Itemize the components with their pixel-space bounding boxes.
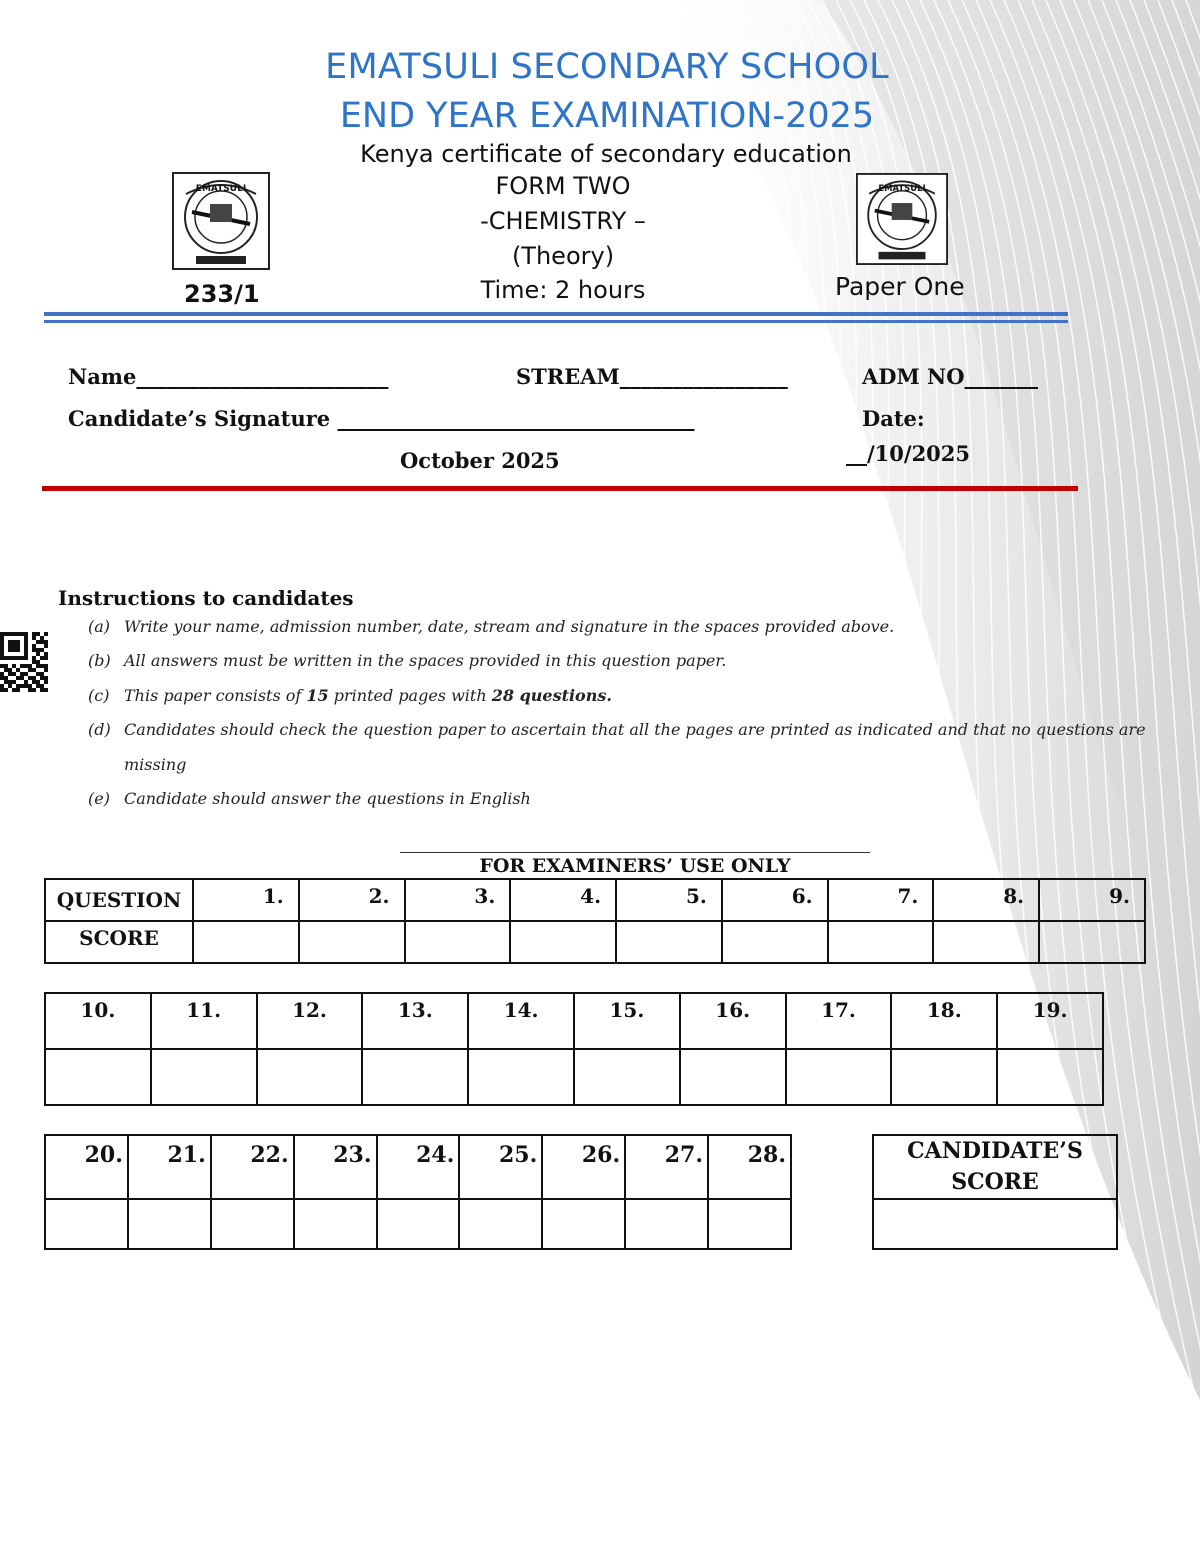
qr-module (24, 644, 28, 648)
instruction-e (88, 789, 531, 809)
score-cell[interactable] (45, 1049, 151, 1105)
question-count: 28 questions. (491, 686, 612, 705)
qr-module (36, 648, 40, 652)
date-field[interactable]: __/10/2025 (846, 441, 971, 466)
question-number-cell: 19. (997, 993, 1103, 1049)
qr-module (8, 668, 12, 672)
question-number-cell: 6. (722, 879, 828, 921)
score-cell[interactable] (542, 1199, 625, 1249)
qr-module (32, 680, 36, 684)
qr-module (12, 640, 16, 644)
qr-module (40, 672, 44, 676)
qr-module (40, 688, 44, 692)
question-number-cell: 25. (459, 1135, 542, 1199)
qr-module (44, 668, 48, 672)
qr-module (12, 672, 16, 676)
qr-module (16, 668, 20, 672)
score-table-1 (44, 878, 1146, 964)
qr-module (0, 652, 4, 656)
instruction-text: Candidate should answer the questions in English (124, 789, 531, 808)
qr-module (36, 632, 40, 636)
score-row-label: SCORE (45, 921, 193, 963)
score-cell[interactable] (1039, 921, 1145, 963)
form-level: FORM TWO (495, 172, 631, 200)
score-cell[interactable] (294, 1199, 377, 1249)
qr-module (44, 640, 48, 644)
qr-module (8, 632, 12, 636)
qr-module (36, 684, 40, 688)
qr-module (44, 652, 48, 656)
qr-module (28, 684, 32, 688)
instruction-label: (b) (88, 651, 111, 670)
qr-module (32, 656, 36, 660)
qr-module (28, 664, 32, 668)
stream-field[interactable]: STREAM________________ (516, 364, 788, 389)
question-number-cell: 21. (128, 1135, 211, 1199)
instruction-label: (e) (88, 789, 110, 808)
score-cell[interactable] (722, 921, 828, 963)
paper-code: 233/1 (184, 280, 260, 308)
qr-module (12, 648, 16, 652)
candidate-score-label: CANDIDATE’S SCORE (873, 1135, 1117, 1199)
score-cell[interactable] (45, 1199, 128, 1249)
qr-module (0, 676, 4, 680)
qr-module (32, 676, 36, 680)
instruction-label: (a) (88, 617, 111, 636)
question-number-cell: 24. (377, 1135, 460, 1199)
score-cell[interactable] (211, 1199, 294, 1249)
question-number-cell: 16. (680, 993, 786, 1049)
qr-module (44, 644, 48, 648)
qr-module (40, 636, 44, 640)
qr-module (36, 680, 40, 684)
score-cell[interactable] (405, 921, 511, 963)
header-rule-red (42, 486, 1078, 491)
qr-module (12, 656, 16, 660)
page-count: 15 (306, 686, 329, 705)
instruction-text: All answers must be written in the spaces provided in this question paper. (124, 651, 727, 670)
score-cell[interactable] (459, 1199, 542, 1249)
qr-module (20, 664, 24, 668)
question-number-cell: 22. (211, 1135, 294, 1199)
question-number-cell: 3. (405, 879, 511, 921)
question-number-cell: 7. (828, 879, 934, 921)
score-cell[interactable] (151, 1049, 257, 1105)
question-number-cell: 9. (1039, 879, 1145, 921)
qr-module (20, 672, 24, 676)
qr-module (0, 688, 4, 692)
qr-module (8, 680, 12, 684)
question-number-cell: 14. (468, 993, 574, 1049)
score-cell[interactable] (362, 1049, 468, 1105)
question-number-cell: 28. (708, 1135, 791, 1199)
qr-module (24, 652, 28, 656)
score-cell[interactable] (708, 1199, 791, 1249)
qr-module (24, 636, 28, 640)
qr-module (16, 648, 20, 652)
question-number-cell: 11. (151, 993, 257, 1049)
subject-title: -CHEMISTRY – (480, 207, 646, 235)
qr-module (36, 652, 40, 656)
instruction-b (88, 651, 726, 671)
instruction-d-continued: missing (124, 755, 187, 774)
qr-module (32, 668, 36, 672)
qr-module (16, 656, 20, 660)
qr-module (24, 664, 28, 668)
instruction-a (88, 617, 894, 637)
question-number-cell: 13. (362, 993, 468, 1049)
qr-module (40, 656, 44, 660)
question-number-cell: 23. (294, 1135, 377, 1199)
score-cell[interactable] (257, 1049, 363, 1105)
qr-module (24, 648, 28, 652)
qr-module (0, 664, 4, 668)
name-field[interactable]: Name________________________ (68, 364, 389, 389)
qr-module (4, 668, 8, 672)
question-number-cell: 4. (510, 879, 616, 921)
qr-module (20, 684, 24, 688)
qr-module (44, 632, 48, 636)
qr-module (0, 672, 4, 676)
header-rule-blue-top (44, 312, 1068, 316)
qr-module (0, 684, 4, 688)
header-rule-blue-bottom (44, 320, 1068, 323)
qr-module (40, 648, 44, 652)
date-label: Date: (862, 406, 925, 431)
score-cell[interactable] (828, 921, 934, 963)
qr-module (12, 680, 16, 684)
qr-module (4, 688, 8, 692)
question-number-cell: 27. (625, 1135, 708, 1199)
qr-module (4, 676, 8, 680)
score-cell[interactable] (616, 921, 722, 963)
qr-module (32, 644, 36, 648)
qr-module (8, 684, 12, 688)
qr-module (44, 688, 48, 692)
qr-module (16, 640, 20, 644)
candidate-score-cell[interactable] (873, 1199, 1117, 1249)
qr-module (4, 664, 8, 668)
qr-module (16, 644, 20, 648)
score-cell[interactable] (891, 1049, 997, 1105)
qr-module (36, 664, 40, 668)
qr-module (12, 644, 16, 648)
qr-module (12, 664, 16, 668)
question-number-cell: 10. (45, 993, 151, 1049)
instruction-text: Write your name, admission number, date, stream and signature in the spaces provided above. (124, 617, 895, 636)
exam-month: October 2025 (400, 448, 560, 473)
question-number-cell: 20. (45, 1135, 128, 1199)
qr-module (40, 640, 44, 644)
qr-module (0, 648, 4, 652)
qr-module (24, 640, 28, 644)
qr-module (16, 688, 20, 692)
qr-module (4, 656, 8, 660)
instruction-label: (d) (88, 720, 111, 739)
qr-module (36, 672, 40, 676)
question-number-cell: 15. (574, 993, 680, 1049)
qr-module (40, 684, 44, 688)
qr-module (8, 640, 12, 644)
qr-module (12, 632, 16, 636)
certificate-title: Kenya certificate of secondary education (360, 140, 852, 168)
instruction-text: This paper consists of 15 printed pages with 28 questions. (124, 686, 612, 705)
score-cell[interactable] (510, 921, 616, 963)
score-cell[interactable] (468, 1049, 574, 1105)
qr-module (4, 632, 8, 636)
qr-module (36, 660, 40, 664)
qr-module (0, 636, 4, 640)
score-cell[interactable] (625, 1199, 708, 1249)
score-cell[interactable] (377, 1199, 460, 1249)
score-cell[interactable] (997, 1049, 1103, 1105)
examiners-use-title: FOR EXAMINERS’ USE ONLY (400, 852, 870, 877)
question-number-cell: 5. (616, 879, 722, 921)
paper-type: (Theory) (511, 242, 615, 270)
qr-module (32, 648, 36, 652)
score-table-2 (44, 992, 1104, 1106)
qr-module (0, 632, 4, 636)
question-number-cell: 18. (891, 993, 997, 1049)
score-cell[interactable] (193, 921, 299, 963)
qr-module (0, 656, 4, 660)
qr-module (28, 676, 32, 680)
qr-module (44, 664, 48, 668)
qr-module (0, 640, 4, 644)
instruction-c (88, 686, 612, 706)
instruction-label: (c) (88, 686, 110, 705)
question-number-cell: 26. (542, 1135, 625, 1199)
qr-module (36, 640, 40, 644)
qr-module (28, 668, 32, 672)
qr-module (0, 644, 4, 648)
score-table-3 (44, 1134, 792, 1250)
instructions-heading: Instructions to candidates (58, 586, 354, 610)
qr-module (40, 664, 44, 668)
qr-module (24, 632, 28, 636)
instruction-text: Candidates should check the question paper to ascertain that all the pages are printed as indicated and that no questions are (124, 720, 1146, 739)
qr-module (40, 676, 44, 680)
qr-module (44, 676, 48, 680)
signature-field[interactable]: Candidate’s Signature __________________________________ (68, 406, 695, 431)
score-cell[interactable] (786, 1049, 892, 1105)
qr-module (20, 676, 24, 680)
qr-module (20, 656, 24, 660)
qr-module (20, 632, 24, 636)
qr-module (4, 680, 8, 684)
qr-module (12, 688, 16, 692)
question-number-cell: 17. (786, 993, 892, 1049)
crest-motto-right: EMATSULI (878, 182, 926, 193)
qr-module (32, 660, 36, 664)
school-name: EMATSULI SECONDARY SCHOOL (325, 47, 889, 87)
qr-module (16, 684, 20, 688)
qr-module (24, 672, 28, 676)
qr-module (44, 680, 48, 684)
paper-number: Paper One (835, 272, 965, 301)
qr-module (44, 656, 48, 660)
qr-module (32, 688, 36, 692)
question-row-label: QUESTION (45, 879, 193, 921)
score-cell[interactable] (574, 1049, 680, 1105)
qr-module (8, 656, 12, 660)
qr-module (24, 684, 28, 688)
qr-module (8, 648, 12, 652)
question-number-cell: 8. (933, 879, 1039, 921)
qr-module (16, 676, 20, 680)
question-number-cell: 1. (193, 879, 299, 921)
score-cell[interactable] (128, 1199, 211, 1249)
score-cell[interactable] (680, 1049, 786, 1105)
exam-title: END YEAR EXAMINATION-2025 (339, 96, 875, 136)
instruction-d (88, 720, 1168, 740)
qr-module (32, 632, 36, 636)
question-number-cell: 12. (257, 993, 363, 1049)
score-cell[interactable] (933, 921, 1039, 963)
exam-time: Time: 2 hours (480, 276, 646, 304)
school-crest-left (172, 172, 270, 270)
school-crest-right (856, 172, 948, 266)
qr-module (28, 688, 32, 692)
qr-module (16, 632, 20, 636)
qr-code-image (0, 632, 48, 692)
qr-module (24, 656, 28, 660)
qr-module (8, 644, 12, 648)
candidate-score-table (872, 1134, 1118, 1250)
qr-module (24, 680, 28, 684)
score-cell[interactable] (299, 921, 405, 963)
qr-module (32, 636, 36, 640)
qr-module (8, 672, 12, 676)
crest-motto-left: EMATSULI (195, 184, 247, 194)
question-number-cell: 2. (299, 879, 405, 921)
adm-no-field[interactable]: ADM NO_______ (862, 364, 1039, 389)
